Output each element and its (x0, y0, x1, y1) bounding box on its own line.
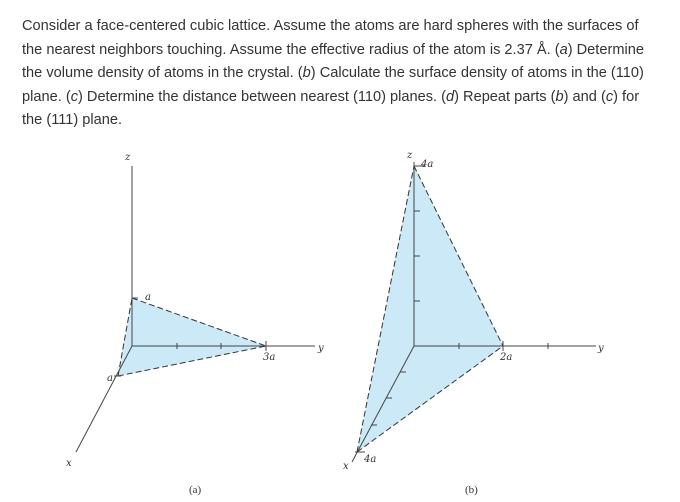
figure-a-x-label: x (66, 458, 72, 469)
part-c-letter-ref: c (605, 88, 614, 105)
problem-text-7: ) for the (111) plane. (22, 88, 640, 129)
figure-b-y-label: y (598, 343, 604, 354)
figure-b-x-label: x (343, 461, 349, 472)
figure-a-y-label: y (318, 343, 324, 354)
figure-b-z-intercept-label: 4a (421, 159, 434, 170)
part-a-letter: a (559, 41, 568, 58)
figure-a-y-intercept-label: 3a (263, 352, 276, 363)
figure-b-plane (357, 166, 503, 452)
figure-a-plane (118, 298, 266, 376)
part-b-letter: b (302, 65, 311, 82)
problem-text-1: Consider a face-centered cubic lattice. Assume the atoms are hard spheres with the surfaces of the nearest neighbors touching. Assume the effective radius of the atom is 2.37 Å. ( (22, 18, 639, 58)
figure-b-z-label: z (407, 150, 413, 161)
part-b-letter-ref: b (555, 88, 564, 105)
problem-text-5: ) Repeat parts ( (454, 88, 556, 105)
figure-b-y-intercept-label: 2a (500, 352, 513, 363)
part-c-letter: c (70, 88, 78, 105)
problem-text-6: ) and ( (563, 88, 606, 105)
figure-a-z-label: z (125, 152, 131, 163)
figure-b (343, 150, 604, 496)
figure-b-x-intercept-label: 4a (364, 454, 377, 465)
figure-a (66, 152, 324, 496)
problem-text-4: ) Determine the distance between nearest (110) planes. ( (77, 88, 446, 105)
figure-a-z-intercept-label: a (145, 292, 151, 303)
part-d-letter: d (446, 88, 455, 105)
figure-a-axes (76, 166, 315, 452)
figure-a-x-axis (76, 346, 132, 452)
problem-text-2: ) Determine the volume density of atoms in the crystal. ( (22, 41, 644, 82)
problem-text-3: ) Calculate the surface density of atoms in the (110) plane. ( (22, 65, 644, 105)
figure-b-panel-label: (b) (465, 484, 478, 496)
figure-a-x-intercept-label: a (107, 373, 113, 384)
figure-a-panel-label: (a) (189, 484, 202, 496)
